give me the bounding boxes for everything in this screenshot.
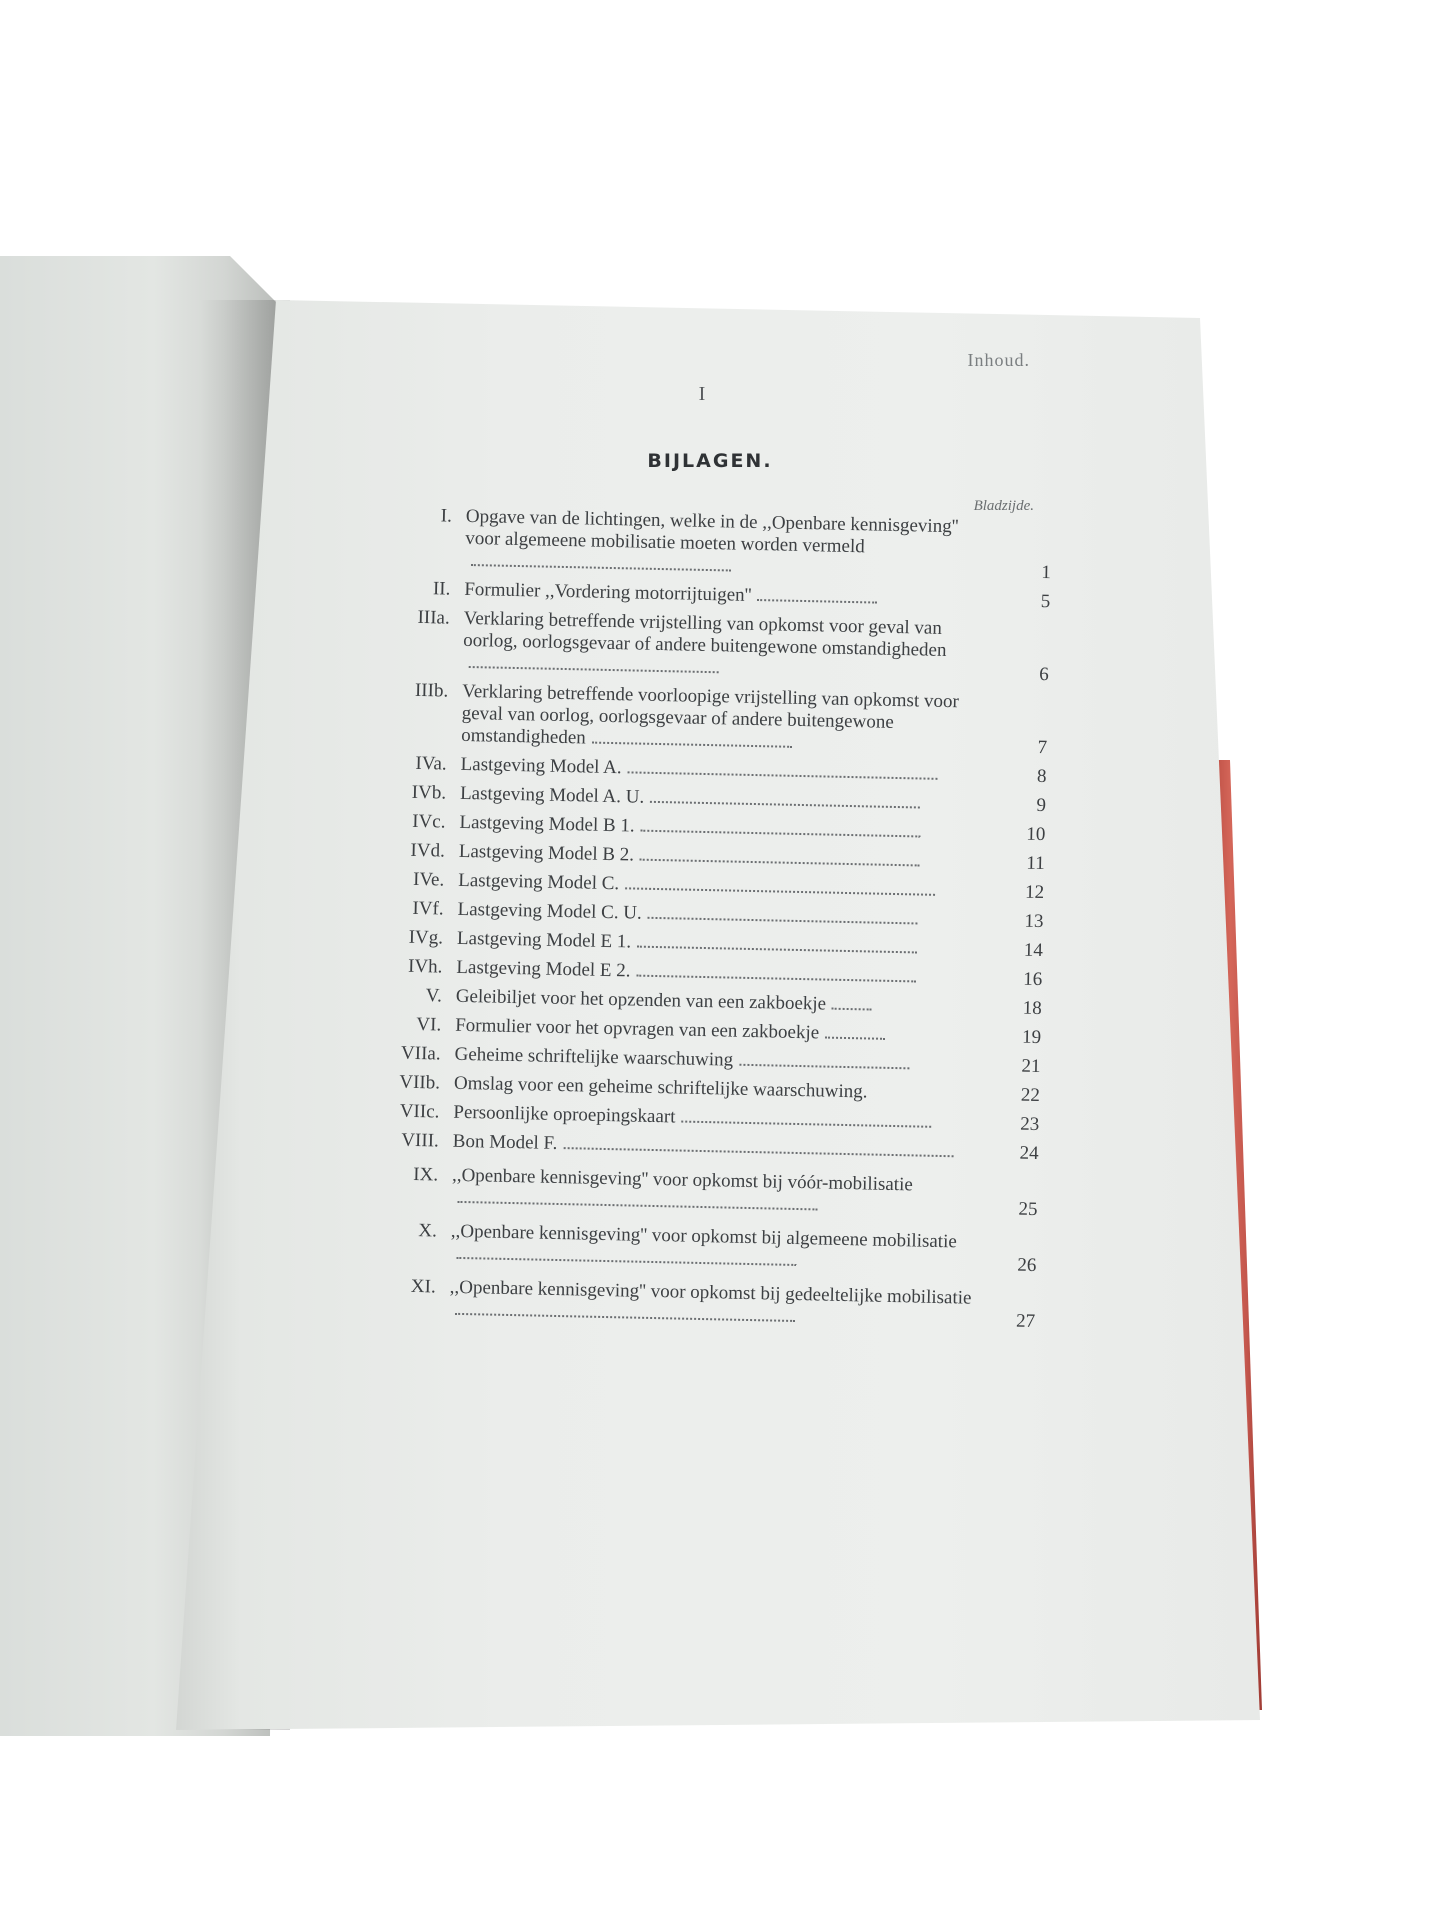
toc-entry-text: Formulier voor het opvragen van een zakboekje (454, 1014, 820, 1044)
toc-entry-page: 11 (1026, 852, 1045, 875)
toc-entry-text: Lastgeving Model E 1. (456, 927, 632, 953)
dot-leader (636, 974, 916, 983)
toc-entry-page: 8 (1036, 765, 1047, 788)
toc-entry-number: VIIa. (400, 1042, 441, 1065)
toc-entry (337, 1162, 1038, 1221)
running-head: Inhoud. (967, 350, 1030, 370)
dot-leader (563, 1146, 953, 1157)
dot-leader (592, 741, 792, 748)
toc-entry-number: IVe. (412, 868, 445, 891)
toc-entry-number: I. (440, 505, 453, 527)
toc-entry-page: 18 (1022, 997, 1042, 1020)
toc-entry-page: 6 (1038, 663, 1049, 686)
dot-leader (471, 563, 731, 571)
toc-entry-text: Lastgeving Model B 1. (459, 811, 635, 837)
toc-entry-page: 25 (1018, 1198, 1038, 1221)
toc-entry-number: IVd. (410, 839, 446, 862)
table-of-contents (335, 504, 1052, 1340)
toc-entry-text: Omslag voor een geheime schriftelijke waarschuwing. (453, 1072, 868, 1103)
toc-entry-page: 13 (1024, 910, 1044, 933)
toc-entry-page: 14 (1023, 939, 1044, 962)
page-number: I (698, 383, 706, 405)
toc-entry-text: Lastgeving Model C. (458, 869, 620, 895)
dot-leader (469, 665, 719, 673)
toc-entry-page: 24 (1019, 1142, 1039, 1165)
toc-entry-page: 27 (1015, 1310, 1036, 1333)
toc-entry-text: ,,Openbare kennisgeving'' voor opkomst bij algemeene mobilisatie (450, 1220, 958, 1253)
toc-entry-text: Lastgeving Model A. (460, 753, 622, 779)
section-title: BIJLAGEN. (647, 450, 773, 472)
toc-entry-page: 12 (1024, 881, 1045, 904)
toc-entry-number: IVg. (408, 926, 444, 949)
dot-leader (456, 1256, 796, 1266)
dot-leader (457, 1200, 817, 1211)
toc-entry-number: IVf. (412, 897, 444, 920)
toc-entry-number: IVb. (411, 781, 447, 804)
toc-entry-page: 16 (1023, 968, 1043, 991)
dot-leader (625, 886, 935, 895)
dot-leader (757, 598, 877, 604)
toc-entry-text: Geleibiljet voor het opzenden van een zakboekje (455, 985, 827, 1015)
toc-entry-page: 5 (1040, 590, 1051, 613)
toc-entry-number: IVa. (415, 752, 447, 775)
page-column-header: Bladzijde. (973, 498, 1034, 514)
toc-entry-text: Verklaring betreffende voorloopige vrijstelling van opkomst voor geval van oorlog, oorlogsgevaar of andere buitengewone omstandigheden (461, 680, 960, 749)
dot-leader (641, 829, 921, 838)
toc-entry-number: VI. (416, 1013, 442, 1036)
dot-leader (648, 916, 918, 925)
toc-entry-text: Persoonlijke oproepingskaart (453, 1101, 676, 1128)
dot-leader (627, 770, 937, 779)
toc-entry-text: Bon Model F. (452, 1130, 558, 1154)
toc-entry-text: Lastgeving Model E 2. (456, 956, 631, 982)
toc-entry (335, 1274, 1036, 1333)
toc-entry-page: 21 (1021, 1055, 1041, 1078)
toc-entry-text: ,,Openbare kennisgeving'' voor opkomst bij gedeeltelijke mobilisatie (449, 1276, 972, 1309)
toc-entry-text: Lastgeving Model A. U. (459, 782, 645, 808)
toc-entry-page: 10 (1026, 823, 1046, 846)
dot-leader (825, 1036, 885, 1040)
toc-entry-number: IX. (413, 1163, 439, 1186)
toc-entry-page: 1 (1041, 561, 1052, 584)
toc-entry-number: X. (418, 1220, 438, 1242)
toc-entry-text: Lastgeving Model B 2. (458, 840, 635, 866)
toc-entry-page: 26 (1017, 1254, 1037, 1277)
dot-leader (832, 1007, 872, 1011)
toc-entry-page: 19 (1021, 1026, 1042, 1049)
dot-leader (739, 1063, 909, 1070)
toc-entry-text: Formulier ,,Vordering motorrijtuigen'' (464, 578, 752, 606)
toc-entry-text: Verklaring betreffende vrijstelling van opkomst voor geval van oorlog, oorlogsgevaar of andere buitengewone omstandigheden (463, 607, 947, 662)
toc-entry-number: IIIb. (414, 679, 449, 702)
dot-leader (681, 1120, 931, 1128)
toc-entry-number: VIIb. (399, 1071, 441, 1094)
toc-entry (339, 1128, 1039, 1165)
toc-entry-text: Opgave van de lichtingen, welke in de ,,Openbare kennisgeving'' voor algemeene mobilisatie moeten worden vermeld (465, 505, 959, 558)
toc-entry-number: V. (425, 985, 443, 1007)
toc-entry-page: 23 (1020, 1113, 1040, 1136)
dot-leader (637, 945, 917, 954)
toc-entry (349, 606, 1050, 687)
dot-leader (455, 1312, 795, 1322)
toc-entry-number: VIIc. (399, 1100, 440, 1123)
toc-entry-number: VIII. (401, 1129, 439, 1152)
toc-entry (351, 504, 1052, 585)
toc-entry-page: 9 (1036, 794, 1047, 817)
toc-entry-number: IVh. (407, 955, 443, 978)
toc-entry-number: IIIa. (417, 606, 450, 629)
dot-leader (650, 800, 920, 809)
toc-entry-text: ,,Openbare kennisgeving'' voor opkomst bij vóór-mobilisatie (451, 1164, 913, 1196)
toc-entry-text: Geheime schriftelijke waarschuwing (454, 1043, 734, 1071)
toc-entry (347, 678, 1048, 759)
toc-entry-page: 22 (1020, 1084, 1041, 1107)
dot-leader (640, 858, 920, 867)
toc-entry-page: 7 (1037, 736, 1048, 759)
toc-entry-number: XI. (410, 1275, 436, 1298)
toc-entry (336, 1218, 1037, 1277)
toc-entry-number: II. (432, 578, 451, 600)
toc-entry-text: Lastgeving Model C. U. (457, 898, 643, 924)
toc-entry-number: IVc. (412, 810, 446, 833)
